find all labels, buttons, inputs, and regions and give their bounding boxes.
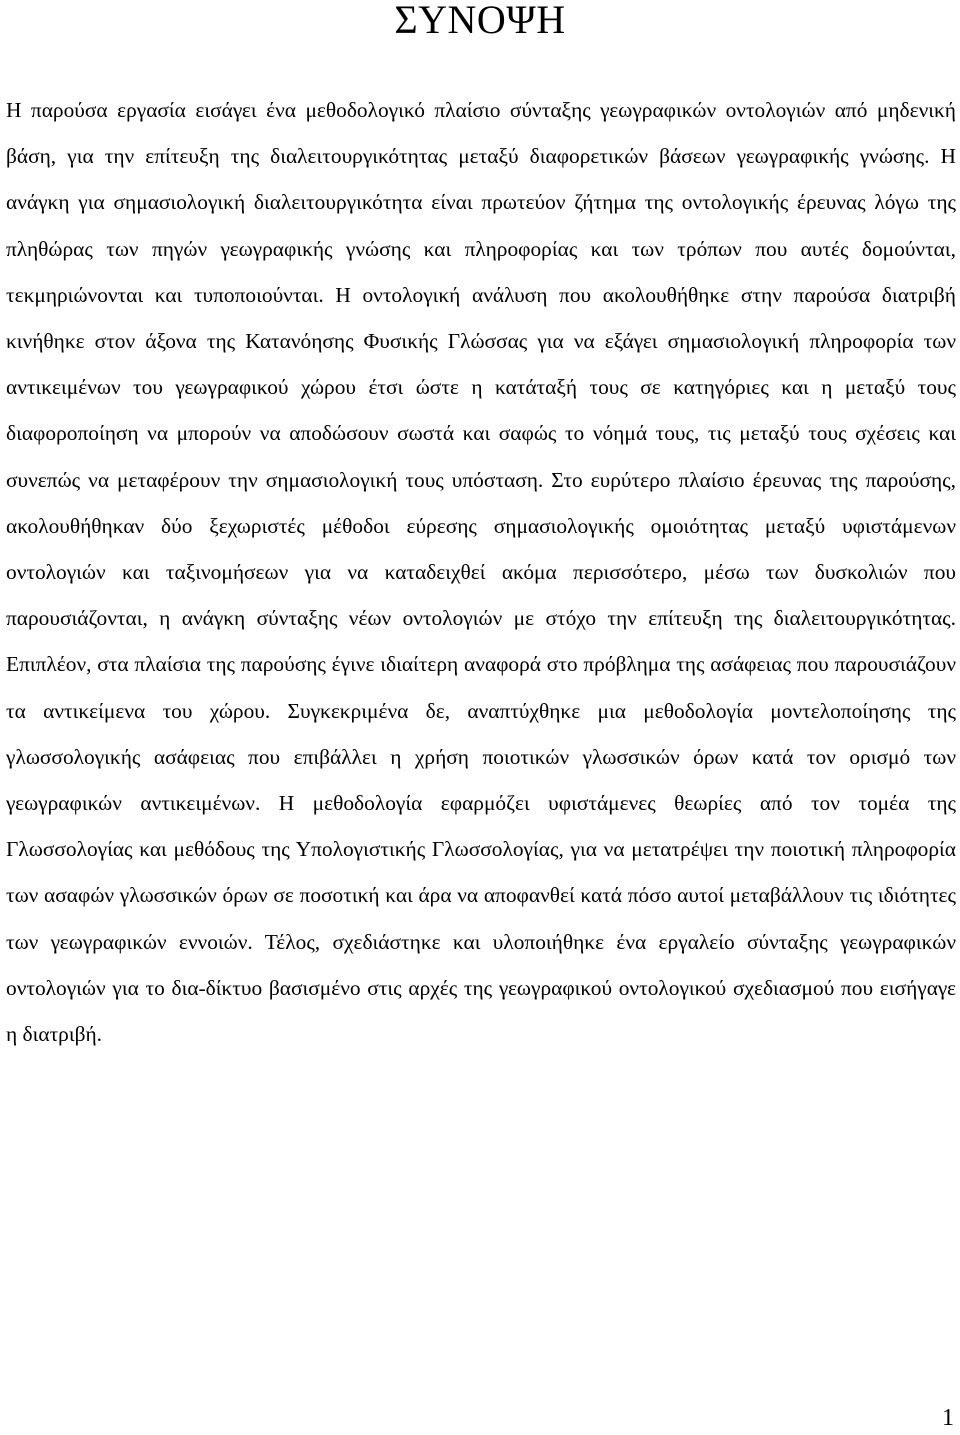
page-number: 1 — [942, 1405, 954, 1431]
abstract-paragraph: Η παρούσα εργασία εισάγει ένα μεθοδολογικό πλαίσιο σύνταξης γεωγραφικών οντολογιών από μηδενική βάση, για την επίτευξη της διαλειτουργικότητας μεταξύ διαφορετικών βάσεων γεωγραφικής γνώσης. Η ανάγκη για σημασιολογική διαλειτουργικότητα είναι πρωτεύον ζήτημα της οντολογικής έρευνας λόγω της πληθώρας των πηγών γεωγραφικής γνώσης και πληροφορίας και των τρόπων που αυτές δομούνται, τεκμηριώνονται και τυποποιούνται. Η οντολογική ανάλυση που ακολουθήθηκε στην παρούσα διατριβή κινήθηκε στον άξονα της Κατανόησης Φυσικής Γλώσσας για να εξάγει σημασιολογική πληροφορία των αντικειμένων του γεωγραφικού χώρου έτσι ώστε η κατάταξή τους σε κατηγόριες και η μεταξύ τους διαφοροποίηση να μπορούν να αποδώσουν σωστά και σαφώς το νόημά τους, τις μεταξύ τους σχέσεις και συνεπώς να μεταφέρουν την σημασιολογική τους υπόσταση. Στο ευρύτερο πλαίσιο έρευνας της παρούσης, ακολουθήθηκαν δύο ξεχωριστές μέθοδοι εύρεσης σημασιολογικής ομοιότητας μεταξύ υφιστάμενων οντολογιών και ταξινομήσεων για να καταδειχθεί ακόμα περισσότερο, μέσω των δυσκολιών που παρουσιάζονται, η ανάγκη σύνταξης νέων οντολογιών με στόχο την επίτευξη της διαλειτουργικότητας. Επιπλέον, στα πλαίσια της παρούσης έγινε ιδιαίτερη αναφορά στο πρόβλημα της ασάφειας που παρουσιάζουν τα αντικείμενα του χώρου. Συγκεκριμένα δε, αναπτύχθηκε μια μεθοδολογία μοντελοποίησης της γλωσσολογικής ασάφειας που επιβάλλει η χρήση ποιοτικών γλωσσικών όρων κατά τον ορισμό των γεωγραφικών αντικειμένων. Η μεθοδολογία εφαρμόζει υφιστάμενες θεωρίες από τον τομέα της Γλωσσολογίας και μεθόδους της Υπολογιστικής Γλωσσολογίας, για να μετατρέψει την ποιοτική πληροφορία των ασαφών γλωσσικών όρων σε ποσοτική και άρα να αποφανθεί κατά πόσο αυτοί μεταβάλλουν τις ιδιότητες των γεωγραφικών εννοιών. Τέλος, σχεδιάστηκε και υλοποιήθηκε ένα εργαλείο σύνταξης γεωγραφικών οντολογιών για το δια-δίκτυο βασισμένο στις αρχές της γεωγραφικού οντολογικού σχεδιασμού που εισήγαγε η διατριβή. — [6, 98, 956, 1047]
page-title: ΣΥΝΟΨΗ — [394, 0, 566, 42]
